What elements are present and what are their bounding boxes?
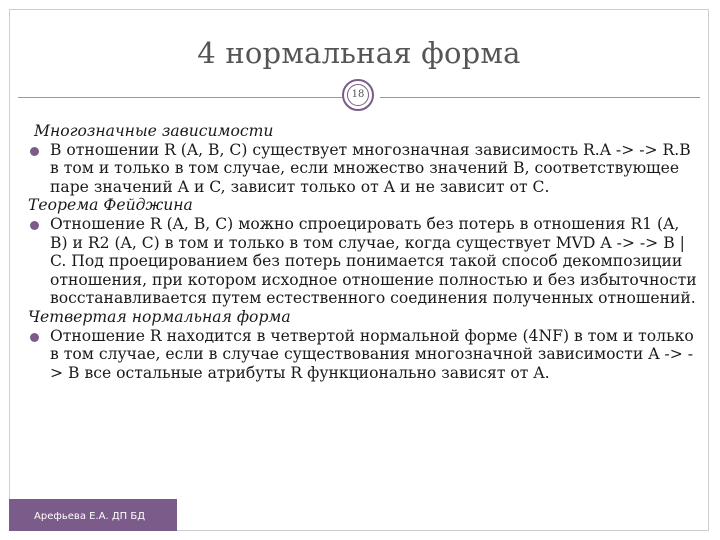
- section-heading-fagin-theorem: Теорема Фейджина: [28, 196, 193, 215]
- section-heading-multivalued: Многозначные зависимости: [34, 122, 274, 140]
- section-heading-4nf: Четвертая нормальная форма: [28, 307, 291, 326]
- title-divider-left: [18, 97, 342, 98]
- slide-content: [28, 122, 700, 382]
- footer-author: Арефьева Е.А. ДП БД: [34, 511, 146, 522]
- bullet-item: [28, 215, 700, 308]
- bullet-text: В отношении R (A, B, C) существует многозначная зависимость R.A -> -> R.B в том и только в том случае, если множество значений B, соответствующее паре значений A и C, зависит только от A и не зависит от С.: [50, 140, 691, 196]
- slide-title: 4 нормальная форма: [197, 36, 521, 70]
- bullet-text: Отношение R находится в четвертой нормальной форме (4NF) в том и только в том случае, если в случае существования многозначной зависимости A -> -> B все остальные атрибуты R функционально зависят от A.: [50, 326, 694, 382]
- page-number-badge: [342, 79, 374, 111]
- bullet-icon: [30, 221, 39, 230]
- bullet-icon: [30, 333, 39, 342]
- bullet-icon: [30, 147, 39, 156]
- bullet-item: [28, 327, 700, 383]
- page-number: 18: [347, 84, 369, 106]
- bullet-item: [28, 141, 700, 197]
- title-divider-right: [380, 97, 700, 98]
- bullet-text: Отношение R (A, B, C) можно спроецировать без потерь в отношения R1 (A, B) и R2 (A, C) в том и только в том случае, когда существует MVD A -> -> B | C. Под проецированием без потерь понимается такой способ декомпозиции отношения, при котором исходное отношение полностью и без избыточности восстанавливается путем естественного соединения полученных отношений.: [50, 214, 697, 308]
